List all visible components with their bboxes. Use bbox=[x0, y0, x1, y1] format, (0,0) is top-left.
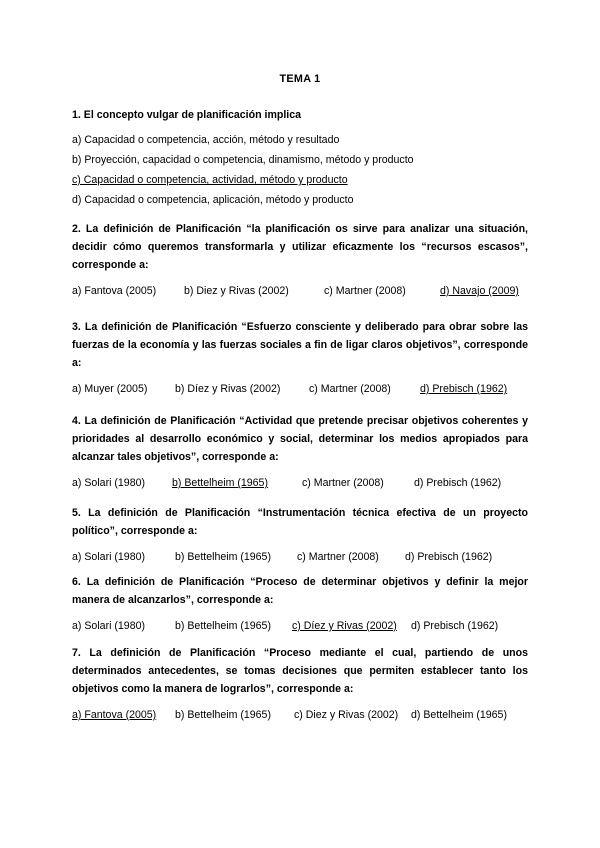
question-7-option-b: b) Bettelheim (1965) bbox=[175, 709, 271, 721]
question-6-option-b: b) Bettelheim (1965) bbox=[175, 620, 271, 632]
question-5-options bbox=[72, 548, 528, 566]
question-6-option-c: c) Díez y Rivas (2002) bbox=[292, 620, 397, 632]
question-3-option-a: a) Muyer (2005) bbox=[72, 383, 148, 395]
question-6-options bbox=[72, 617, 528, 635]
question-4-text: 4. La definición de Planificación “Actividad que pretende precisar objetivos coherentes y prioridades al desarrollo económico y social, determinar los medios apropiados para alcanzar tales objetivos”, corresponde a: bbox=[72, 415, 528, 463]
question-4 bbox=[72, 412, 528, 492]
question-7-options bbox=[72, 706, 528, 724]
question-1-option-b: b) Proyección, capacidad o competencia, dinamismo, método y producto bbox=[72, 154, 414, 166]
question-1-text: 1. El concepto vulgar de planificación implica bbox=[72, 109, 302, 121]
question-7-option-d: d) Bettelheim (1965) bbox=[411, 709, 507, 721]
question-5-text: 5. La definición de Planificación “Instrumentación técnica efectiva de un proyecto político”, corresponde a: bbox=[72, 507, 528, 537]
question-2 bbox=[72, 220, 528, 300]
question-5 bbox=[72, 504, 528, 566]
question-6-text: 6. La definición de Planificación “Proceso de determinar objetivos y definir la mejor manera de alcanzarlos”, corresponde a: bbox=[72, 576, 528, 606]
question-7-option-a: a) Fantova (2005) bbox=[72, 709, 157, 721]
question-7-option-c: c) Diez y Rivas (2002) bbox=[294, 709, 399, 721]
question-3-options bbox=[72, 380, 528, 398]
question-6 bbox=[72, 573, 528, 635]
question-4-option-a: a) Solari (1980) bbox=[72, 477, 146, 489]
question-2-option-d: d) Navajo (2009) bbox=[440, 285, 519, 297]
question-6-option-d: d) Prebisch (1962) bbox=[411, 620, 499, 632]
question-1-option-a: a) Capacidad o competencia, acción, método y resultado bbox=[72, 134, 340, 146]
question-7 bbox=[72, 644, 528, 724]
question-2-options bbox=[72, 282, 528, 300]
question-3 bbox=[72, 318, 528, 398]
question-4-option-c: c) Martner (2008) bbox=[302, 477, 384, 489]
question-4-option-d: d) Prebisch (1962) bbox=[414, 477, 502, 489]
question-1 bbox=[72, 106, 528, 210]
question-1-option-d: d) Capacidad o competencia, aplicación, método y producto bbox=[72, 194, 354, 206]
question-4-option-b: b) Bettelheim (1965) bbox=[172, 477, 268, 489]
question-2-option-a: a) Fantova (2005) bbox=[72, 285, 157, 297]
question-1-option-c: c) Capacidad o competencia, actividad, método y producto bbox=[72, 174, 348, 186]
question-5-option-b: b) Bettelheim (1965) bbox=[175, 551, 271, 563]
question-4-options bbox=[72, 474, 528, 492]
question-2-text: 2. La definición de Planificación “la planificación os sirve para analizar una situación, decidir cómo queremos transformarla y utilizar eficazmente los “recursos escasos”, corresponde a: bbox=[72, 223, 528, 271]
question-2-option-c: c) Martner (2008) bbox=[324, 285, 406, 297]
question-5-option-c: c) Martner (2008) bbox=[297, 551, 379, 563]
question-7-text: 7. La definición de Planificación “Proceso mediante el cual, partiendo de unos determinados antecedentes, se tomas decisiones que permiten establecer tanto los objetivos como la manera de lograrlos”, corresponde a: bbox=[72, 647, 528, 695]
question-3-text: 3. La definición de Planificación “Esfuerzo consciente y deliberado para obrar sobre las fuerzas de la economía y las fuerzas sociales a fin de ligar claros objetivos”, corresponde a: bbox=[72, 321, 528, 369]
question-2-option-b: b) Diez y Rivas (2002) bbox=[184, 285, 289, 297]
question-3-option-b: b) Díez y Rivas (2002) bbox=[175, 383, 281, 395]
question-5-option-a: a) Solari (1980) bbox=[72, 551, 146, 563]
question-3-option-d: d) Prebisch (1962) bbox=[420, 383, 508, 395]
page-title: TEMA 1 bbox=[279, 73, 321, 85]
question-3-option-c: c) Martner (2008) bbox=[309, 383, 391, 395]
question-6-option-a: a) Solari (1980) bbox=[72, 620, 146, 632]
question-5-option-d: d) Prebisch (1962) bbox=[405, 551, 493, 563]
